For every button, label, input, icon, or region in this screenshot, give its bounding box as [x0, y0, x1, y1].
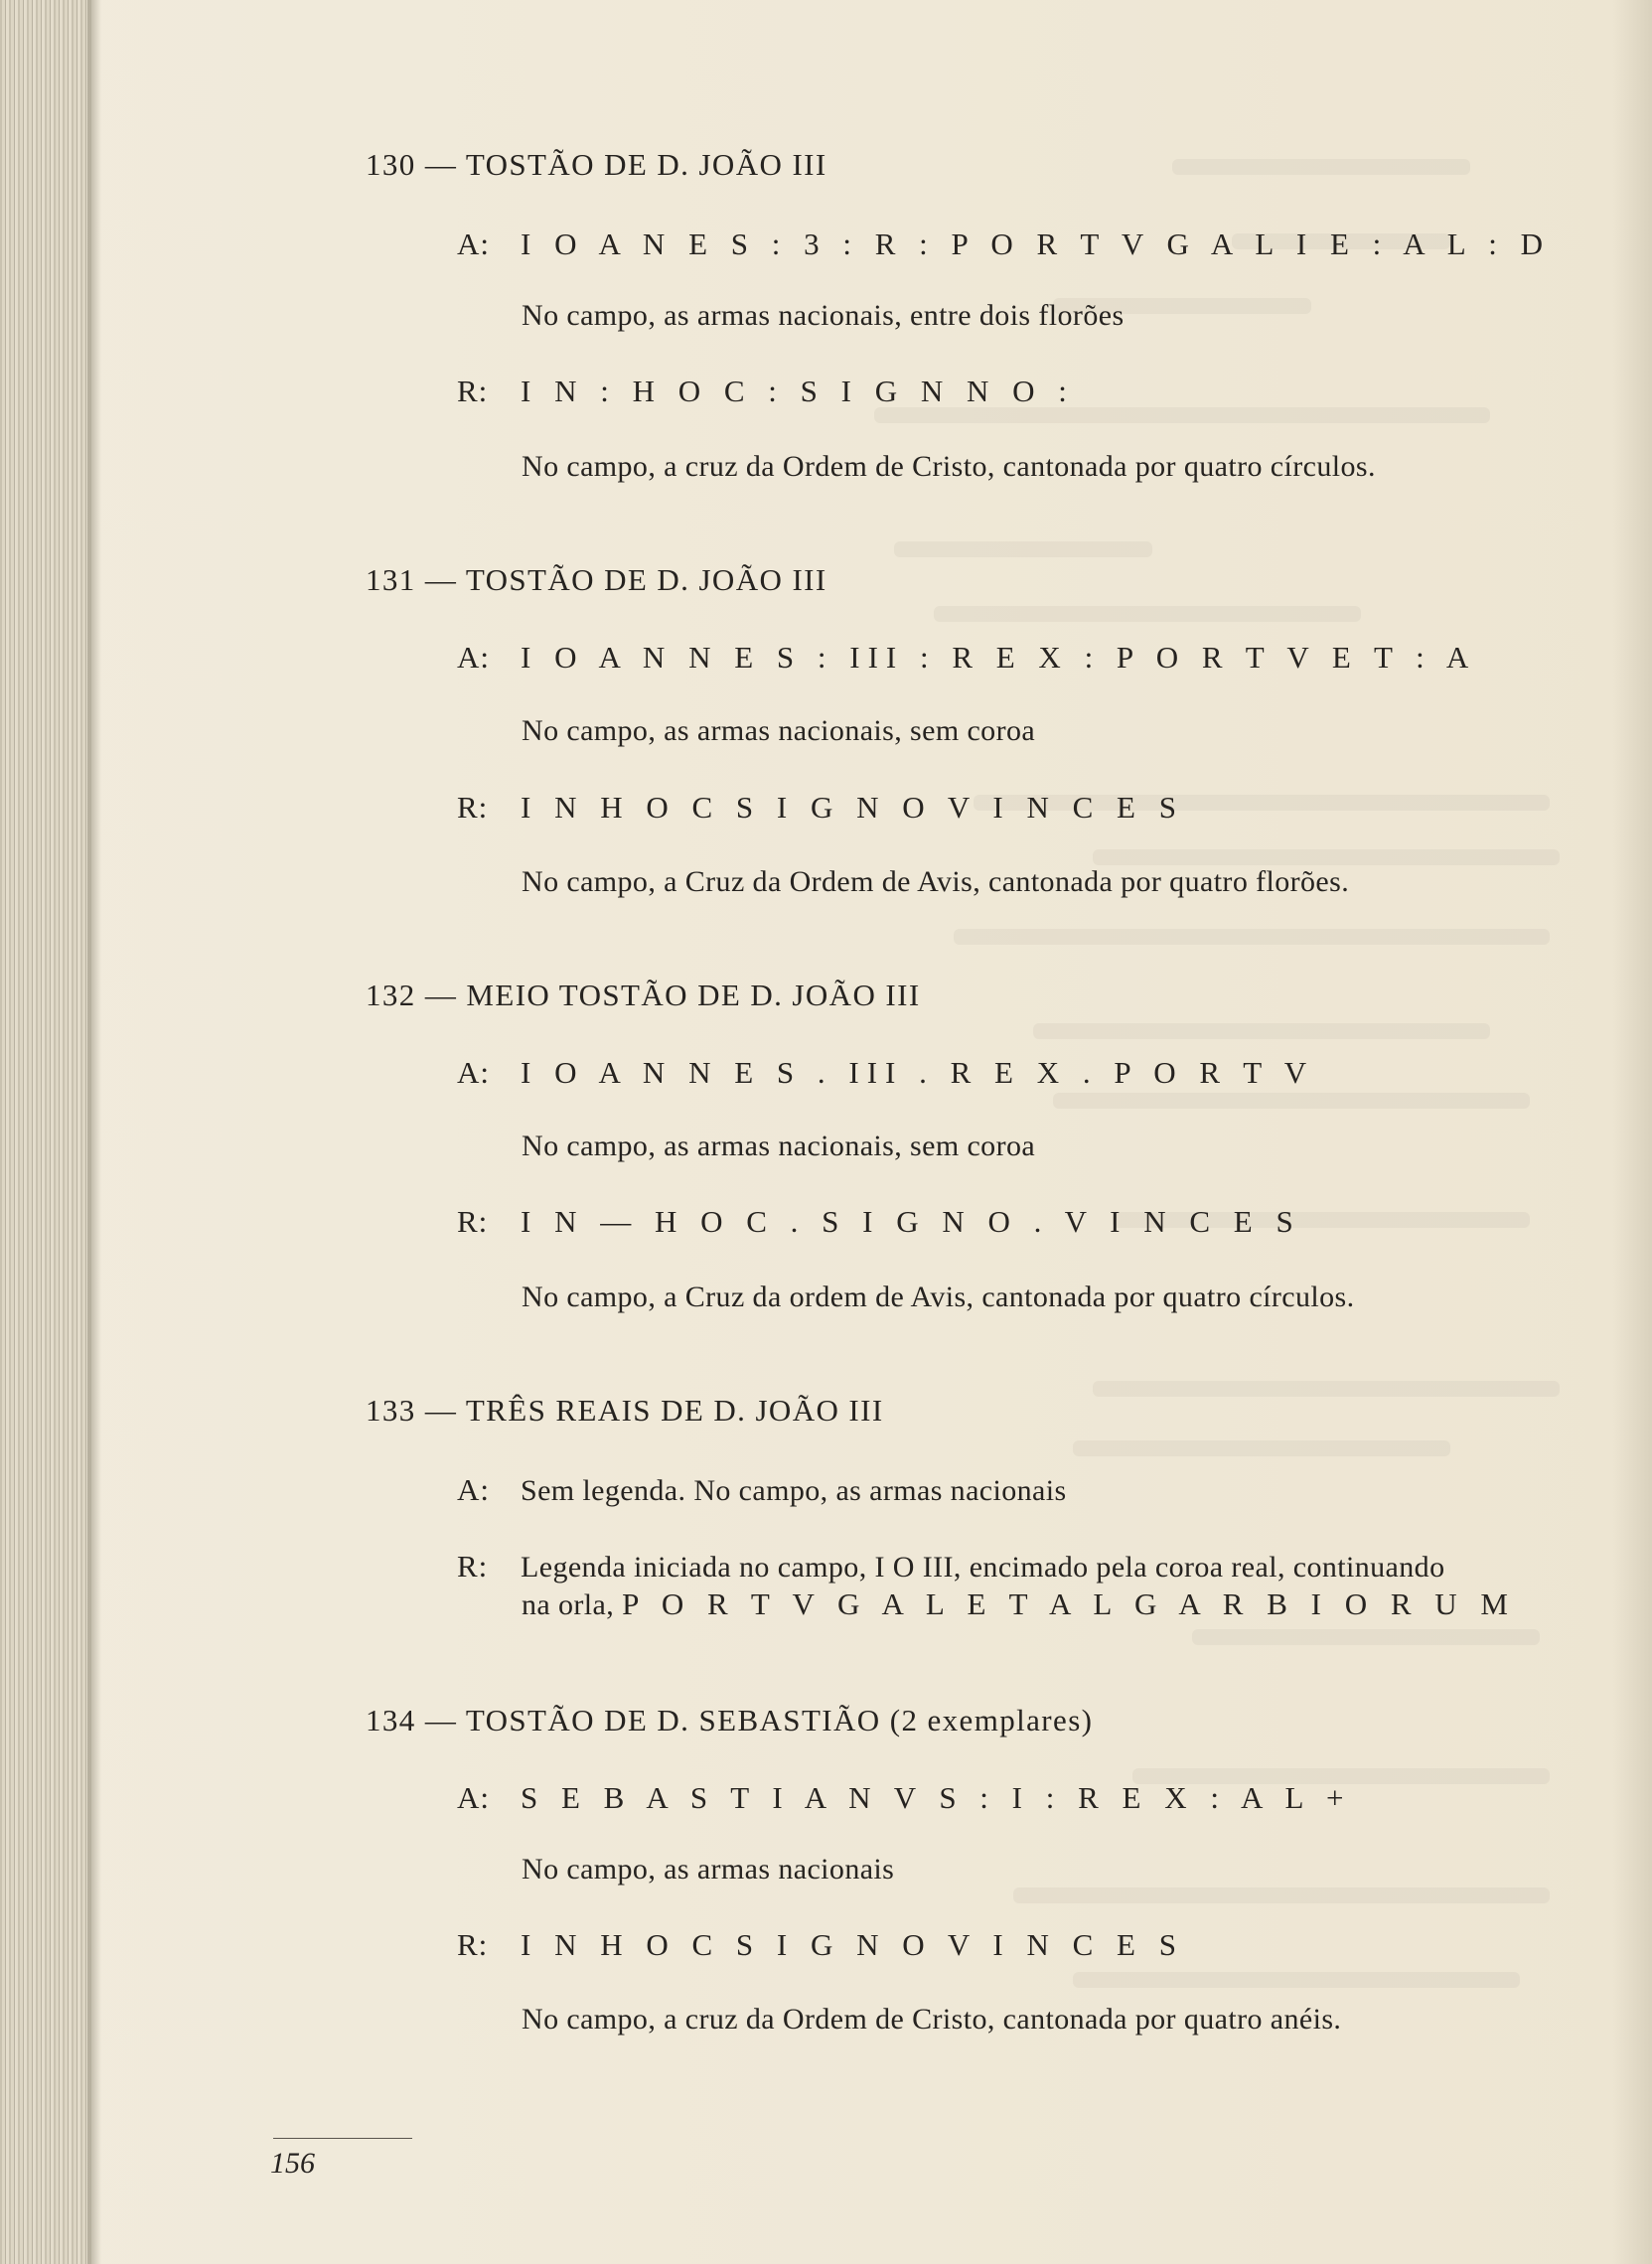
reverse-label: R:	[457, 1927, 489, 1962]
obverse-legend: S E B A S T I A N V S : I : R E X : A L +	[521, 1780, 1352, 1815]
obverse-label: A:	[457, 1780, 490, 1815]
obverse-label: A:	[457, 1055, 490, 1090]
obverse-text: Sem legenda. No campo, as armas nacionais	[521, 1474, 1067, 1507]
entry-131-obverse-description: No campo, as armas nacionais, sem coroa	[522, 714, 1036, 747]
obverse-label: A:	[457, 1472, 490, 1507]
entry-130-obverse	[457, 225, 1551, 270]
obverse-legend: I O A N N E S : III : R E X : P O R T V E T : A	[521, 640, 1477, 675]
entry-131-reverse-description: No campo, a Cruz da Ordem de Avis, cantonada por quatro florões.	[522, 865, 1350, 898]
reverse-label: R:	[457, 1204, 489, 1239]
entry-132-reverse	[457, 1202, 1301, 1248]
entry-131-reverse	[457, 788, 1184, 833]
right-edge-shade	[1612, 0, 1652, 2264]
entry-132-obverse	[457, 1053, 1314, 1099]
entry-132-obverse-description: No campo, as armas nacionais, sem coroa	[522, 1130, 1036, 1162]
entry-132-reverse-description: No campo, a Cruz da ordem de Avis, cantonada por quatro círculos.	[522, 1281, 1355, 1313]
entry-134-obverse-description: No campo, as armas nacionais	[522, 1853, 895, 1886]
reverse-legend: P O R T V G A L E T A L G A R B I O R U M	[622, 1586, 1516, 1621]
obverse-label: A:	[457, 226, 490, 261]
reverse-text-prefix: na orla,	[522, 1588, 615, 1621]
obverse-legend: I O A N N E S . III . R E X . P O R T V	[521, 1055, 1315, 1090]
gutter-shadow	[87, 0, 101, 2264]
entry-130-reverse	[457, 372, 1075, 417]
entry-130-obverse-description: No campo, as armas nacionais, entre dois florões	[522, 299, 1125, 332]
entry-134-reverse-description: No campo, a cruz da Ordem de Cristo, cantonada por quatro anéis.	[522, 2003, 1342, 2036]
entry-134-title: 134 — TOSTÃO DE D. SEBASTIÃO (2 exemplares)	[366, 1703, 1094, 1737]
reverse-label: R:	[457, 790, 489, 825]
obverse-label: A:	[457, 640, 490, 675]
reverse-legend: I N H O C S I G N O V I N C E S	[521, 790, 1184, 825]
reverse-label: R:	[457, 374, 489, 408]
obverse-legend: I O A N E S : 3 : R : P O R T V G A L I E : A L : D	[521, 226, 1552, 261]
entry-133-reverse-line-2	[522, 1585, 1516, 1625]
entry-131-obverse	[457, 638, 1476, 683]
reverse-text-line-1: Legenda iniciada no campo, I O III, encimado pela coroa real, continuando	[521, 1551, 1445, 1584]
reverse-label: R:	[457, 1549, 489, 1584]
page-number: 156	[270, 2147, 315, 2180]
page-edge-stack	[0, 0, 91, 2264]
entry-132-title: 132 — MEIO TOSTÃO DE D. JOÃO III	[366, 978, 921, 1012]
entry-130-reverse-description: No campo, a cruz da Ordem de Cristo, cantonada por quatro círculos.	[522, 450, 1376, 483]
entry-131-title: 131 — TOSTÃO DE D. JOÃO III	[366, 562, 827, 597]
entry-130-title: 130 — TOSTÃO DE D. JOÃO III	[366, 147, 827, 182]
entry-134-obverse	[457, 1778, 1351, 1824]
entry-134-reverse	[457, 1925, 1184, 1971]
footer-rule	[273, 2138, 412, 2139]
entry-133-obverse	[457, 1470, 1067, 1516]
entry-133-title: 133 — TRÊS REAIS DE D. JOÃO III	[366, 1393, 884, 1428]
reverse-legend: I N H O C S I G N O V I N C E S	[521, 1927, 1184, 1962]
reverse-legend: I N : H O C : S I G N N O :	[521, 374, 1075, 408]
reverse-legend: I N — H O C . S I G N O . V I N C E S	[521, 1204, 1301, 1239]
